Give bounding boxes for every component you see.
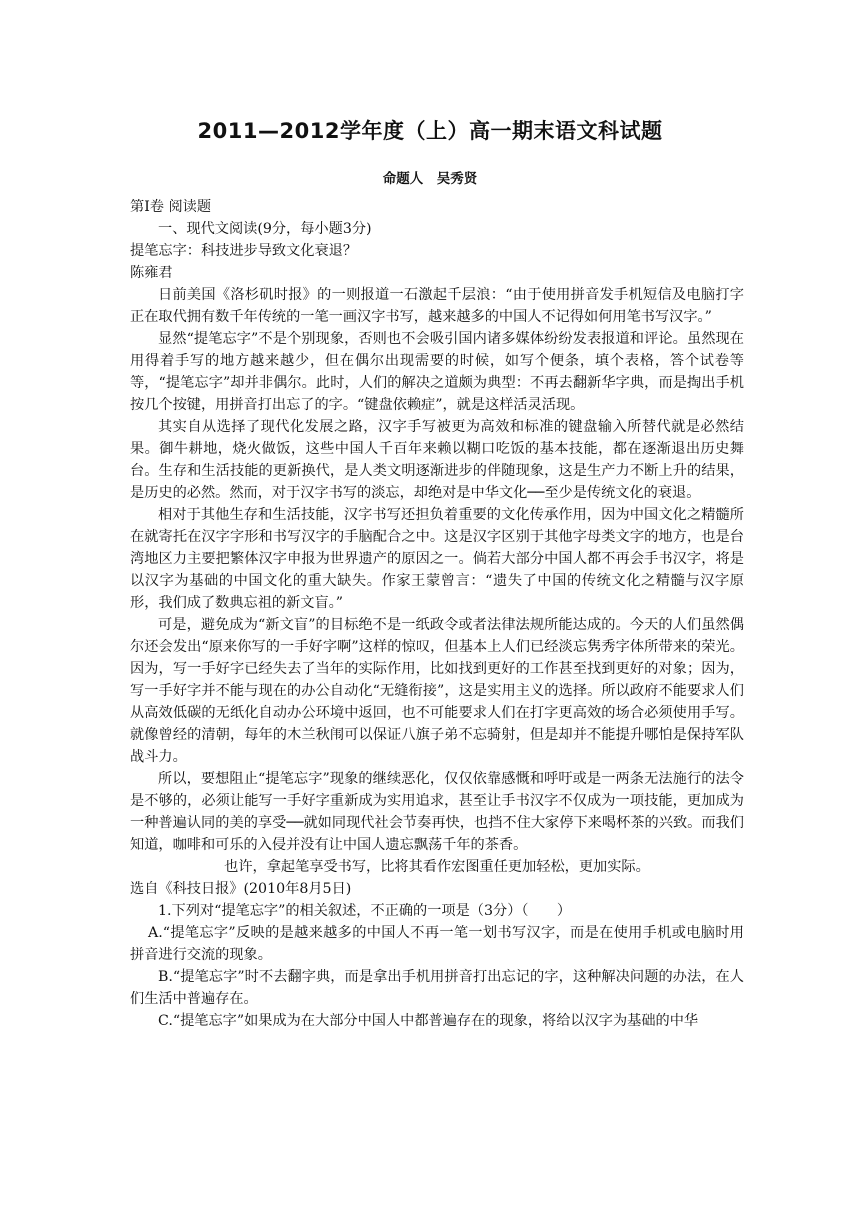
article-paragraph: 其实自从选择了现代化发展之路，汉字手写被更为高效和标准的键盘输入所替代就是必然结果。御牛耕地，烧火做饭，这些中国人千百年来赖以糊口吃饭的基本技能，都在逐渐退出历史舞台。生存和生活技能的更新换代，是人类文明逐渐进步的伴随现象，这是生产力不断上升的结果，是历史的必然。然而，对于汉字书写的淡忘，却绝对是中华文化──至少是传统文化的衰退。: [130, 419, 744, 501]
exam-author: 命题人 吴秀贤: [382, 171, 478, 187]
article-paragraph: 所以，要想阻止“提笔忘字”现象的继续恶化，仅仅依靠感慨和呼吁或是一两条无法施行的法令是不够的，必须让能写一手好字重新成为实用追求，甚至让手书汉字不仅成为一项技能，更加成为一种普遍认同的美的享受──就如同现代社会节奏再快，也挡不住大家停下来喝杯茶的兴致。而我们知道，咖啡和可乐的入侵并没有让中国人遗忘飘荡千年的茶香。: [130, 771, 744, 853]
exam-body: [130, 196, 744, 1032]
section-heading: 第Ⅰ卷 阅读题: [130, 199, 212, 215]
question-stem: 1.下列对“提笔忘字”的相关叙述，不正确的一项是（3分）（ ）: [158, 903, 572, 919]
question-option-b: B.“提笔忘字”时不去翻字典，而是拿出手机用拼音打出忘记的字，这种解决问题的办法，在人们生活中普遍存在。: [130, 969, 744, 1007]
article-author: 陈雍君: [130, 265, 173, 281]
question-option-a: A.“提笔忘字”反映的是越来越多的中国人不再一笔一划书写汉字，而是在使用手机或电脑时用拼音进行交流的现象。: [130, 925, 744, 963]
closing-line: 也许，拿起笔享受书写，比将其看作宏图重任更加轻松，更加实际。: [224, 859, 650, 875]
article-title: 提笔忘字：科技进步导致文化衰退？: [130, 243, 358, 259]
part-heading: 一、现代文阅读(9分，每小题3分): [158, 221, 372, 237]
article-paragraph: 可是，避免成为“新文盲”的目标绝不是一纸政令或者法律法规所能达成的。今天的人们虽然偶尔还会发出“原来你写的一手好字啊”这样的惊叹，但基本上人们已经淡忘隽秀字体所带来的荣光。因为，写一手好字已经失去了当年的实际作用，比如找到更好的工作甚至找到更好的对象；因为，写一手好字并不能与现在的办公自动化“无缝衔接”，这是实用主义的选择。所以政府不能要求人们从高效低碳的无纸化自动办公环境中返回，也不可能要求人们在打字更高效的场合必须使用手写。就像曾经的清朝，每年的木兰秋闱可以保证八旗子弟不忘骑射，但是却并不能提升哪怕是保持军队战斗力。: [130, 617, 744, 765]
question-option-c: C.“提笔忘字”如果成为在大部分中国人中都普遍存在的现象，将给以汉字为基础的中华: [158, 1013, 699, 1029]
article-paragraph: 显然“提笔忘字”不是个别现象，否则也不会吸引国内诸多媒体纷纷发表报道和评论。虽然现在用得着手写的地方越来越少，但在偶尔出现需要的时候，如写个便条，填个表格，答个试卷等等，“提笔忘字”却并非偶尔。此时，人们的解决之道颇为典型：不再去翻新华字典，而是掏出手机按几个按键，用拼音打出忘了的字。“键盘依赖症”，就是这样活灵活现。: [130, 331, 744, 413]
article-source: 选自《科技日报》(2010年8月5日): [130, 881, 352, 897]
article-paragraph: 相对于其他生存和生活技能，汉字书写还担负着重要的文化传承作用，因为中国文化之精髓所在就寄托在汉字字形和书写汉字的手脑配合之中。这是汉字区别于其他字母类文字的地方，也是台湾地区力主要把繁体汉字申报为世界遗产的原因之一。倘若大部分中国人都不再会手书汉字，将是以汉字为基础的中国文化的重大缺失。作家王蒙曾言：“遗失了中国的传统文化之精髓与汉字原形，我们成了数典忘祖的新文盲。”: [130, 507, 744, 611]
exam-title: 2011—2012学年度（上）高一期末语文科试题: [197, 119, 663, 143]
article-paragraph: 日前美国《洛杉矶时报》的一则报道一石激起千层浪：“由于使用拼音发手机短信及电脑打字正在取代拥有数千年传统的一笔一画汉字书写，越来越多的中国人不记得如何用笔书写汉字。”: [130, 287, 744, 325]
